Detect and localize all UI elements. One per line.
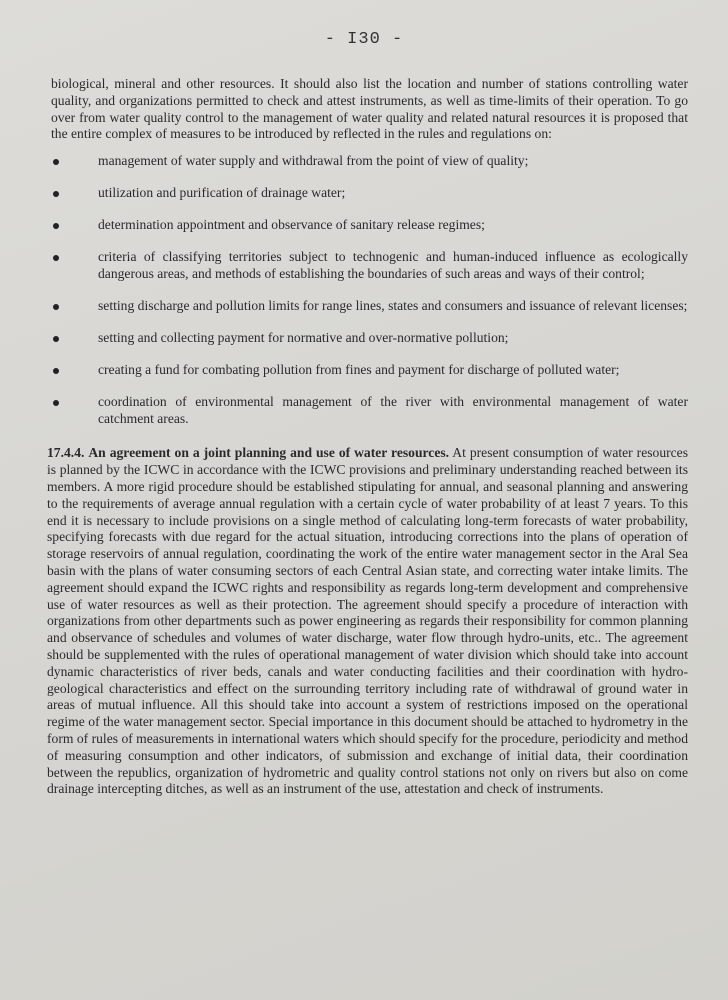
page-number: - I30 -: [324, 30, 404, 49]
regulation-list: [51, 153, 688, 427]
list-item: [51, 362, 688, 379]
list-item-text: criteria of classifying territories subject to technogenic and human-induced influence as ecologically dangerous areas, and methods of establishing the boundaries of such areas and ways of their control;: [98, 249, 688, 281]
list-item-text: creating a fund for combating pollution from fines and payment for discharge of polluted water;: [98, 361, 620, 377]
list-item: [51, 394, 688, 428]
bullet-icon: [53, 400, 59, 406]
section-body: At present consumption of water resources is planned by the ICWC in accordance with the ICWC provisions and preliminary understanding reached between its members. A more rigid procedure should be established stipulating for annual, and seasonal planning and answering to the requirements of average annual regulation with a certain cycle of water probability of at least 7 years. To this end it is necessary to include provisions on a single method of calculating long-term forecasts of water probability, specifying forecasts with due regard for the actual situation, introducing corrections into the plans of operation of storage reservoirs of annual regulation, coordinating the work of the entire water management sector in the Aral Sea basin with the plans of water consuming sectors of each Central Asian state, and correcting water intake limits. The agreement should expand the ICWC rights and responsibility as regards long-term development and comprehensive use of water resources as well as their protection. The agreement should specify a procedure of interaction with organizations from other departments such as power engineering as regards their responsibility for common planning and observance of schedules and volumes of water discharge, water flow through hydro-units, etc.. The agreement should be supplemented with the rules of operational management of water division which should take into account dynamic characteristics of river beds, canals and water conducting facilities and their coordination with hydro-geological characteristics and effect on the surrounding territory including rate of withdrawal of ground water in areas of mutual influence. All this should take into account a system of restrictions imposed on the operational regime of the water management sector. Special importance in this document should be attached to hydrometry in the form of rules of measurements in international waters which should specify for the procedure, periodicity and method of measuring consumption and other indicators, of submission and exchange of initial data, their coordination between the republics, organization of hydrometric and quality control stations not only on rivers but also on come drainage intercepting ditches, as well as an instrument of the use, attestation and check of instruments.: [47, 445, 688, 797]
list-item-text: setting discharge and pollution limits for range lines, states and consumers and issuance of relevant licenses;: [98, 297, 688, 313]
document-body: [47, 76, 688, 798]
list-item-text: utilization and purification of drainage water;: [98, 185, 346, 201]
bullet-icon: [53, 191, 59, 197]
intro-paragraph: biological, mineral and other resources. It should also list the location and number of stations controlling water quality, and organizations permitted to check and attest instruments, as well as time-limits of their operation. To go over from water quality control to the management of water quality and related natural resources it is proposed that the entire complex of measures to be introduced by reflected in the rules and regulations on:: [51, 76, 688, 142]
list-item-text: determination appointment and observance of sanitary release regimes;: [98, 217, 485, 233]
list-item: [51, 330, 688, 347]
list-item: [51, 153, 688, 170]
section-number: 17.4.4.: [47, 445, 85, 461]
section-heading: An agreement on a joint planning and use of water resources.: [88, 445, 450, 461]
list-item: [51, 217, 688, 234]
section-17-4-4: [47, 445, 688, 798]
list-item-text: coordination of environmental management of the river with environmental management of water catchment areas.: [98, 393, 688, 426]
list-item: [51, 185, 688, 202]
list-item: [51, 298, 688, 315]
list-item-text: setting and collecting payment for normative and over-normative pollution;: [98, 329, 509, 345]
bullet-icon: [53, 223, 59, 229]
bullet-icon: [53, 159, 59, 165]
list-item: [51, 249, 688, 283]
bullet-icon: [53, 368, 59, 374]
bullet-icon: [53, 336, 59, 342]
bullet-icon: [53, 255, 59, 261]
bullet-icon: [53, 304, 59, 310]
list-item-text: management of water supply and withdrawal from the point of view of quality;: [98, 153, 529, 169]
